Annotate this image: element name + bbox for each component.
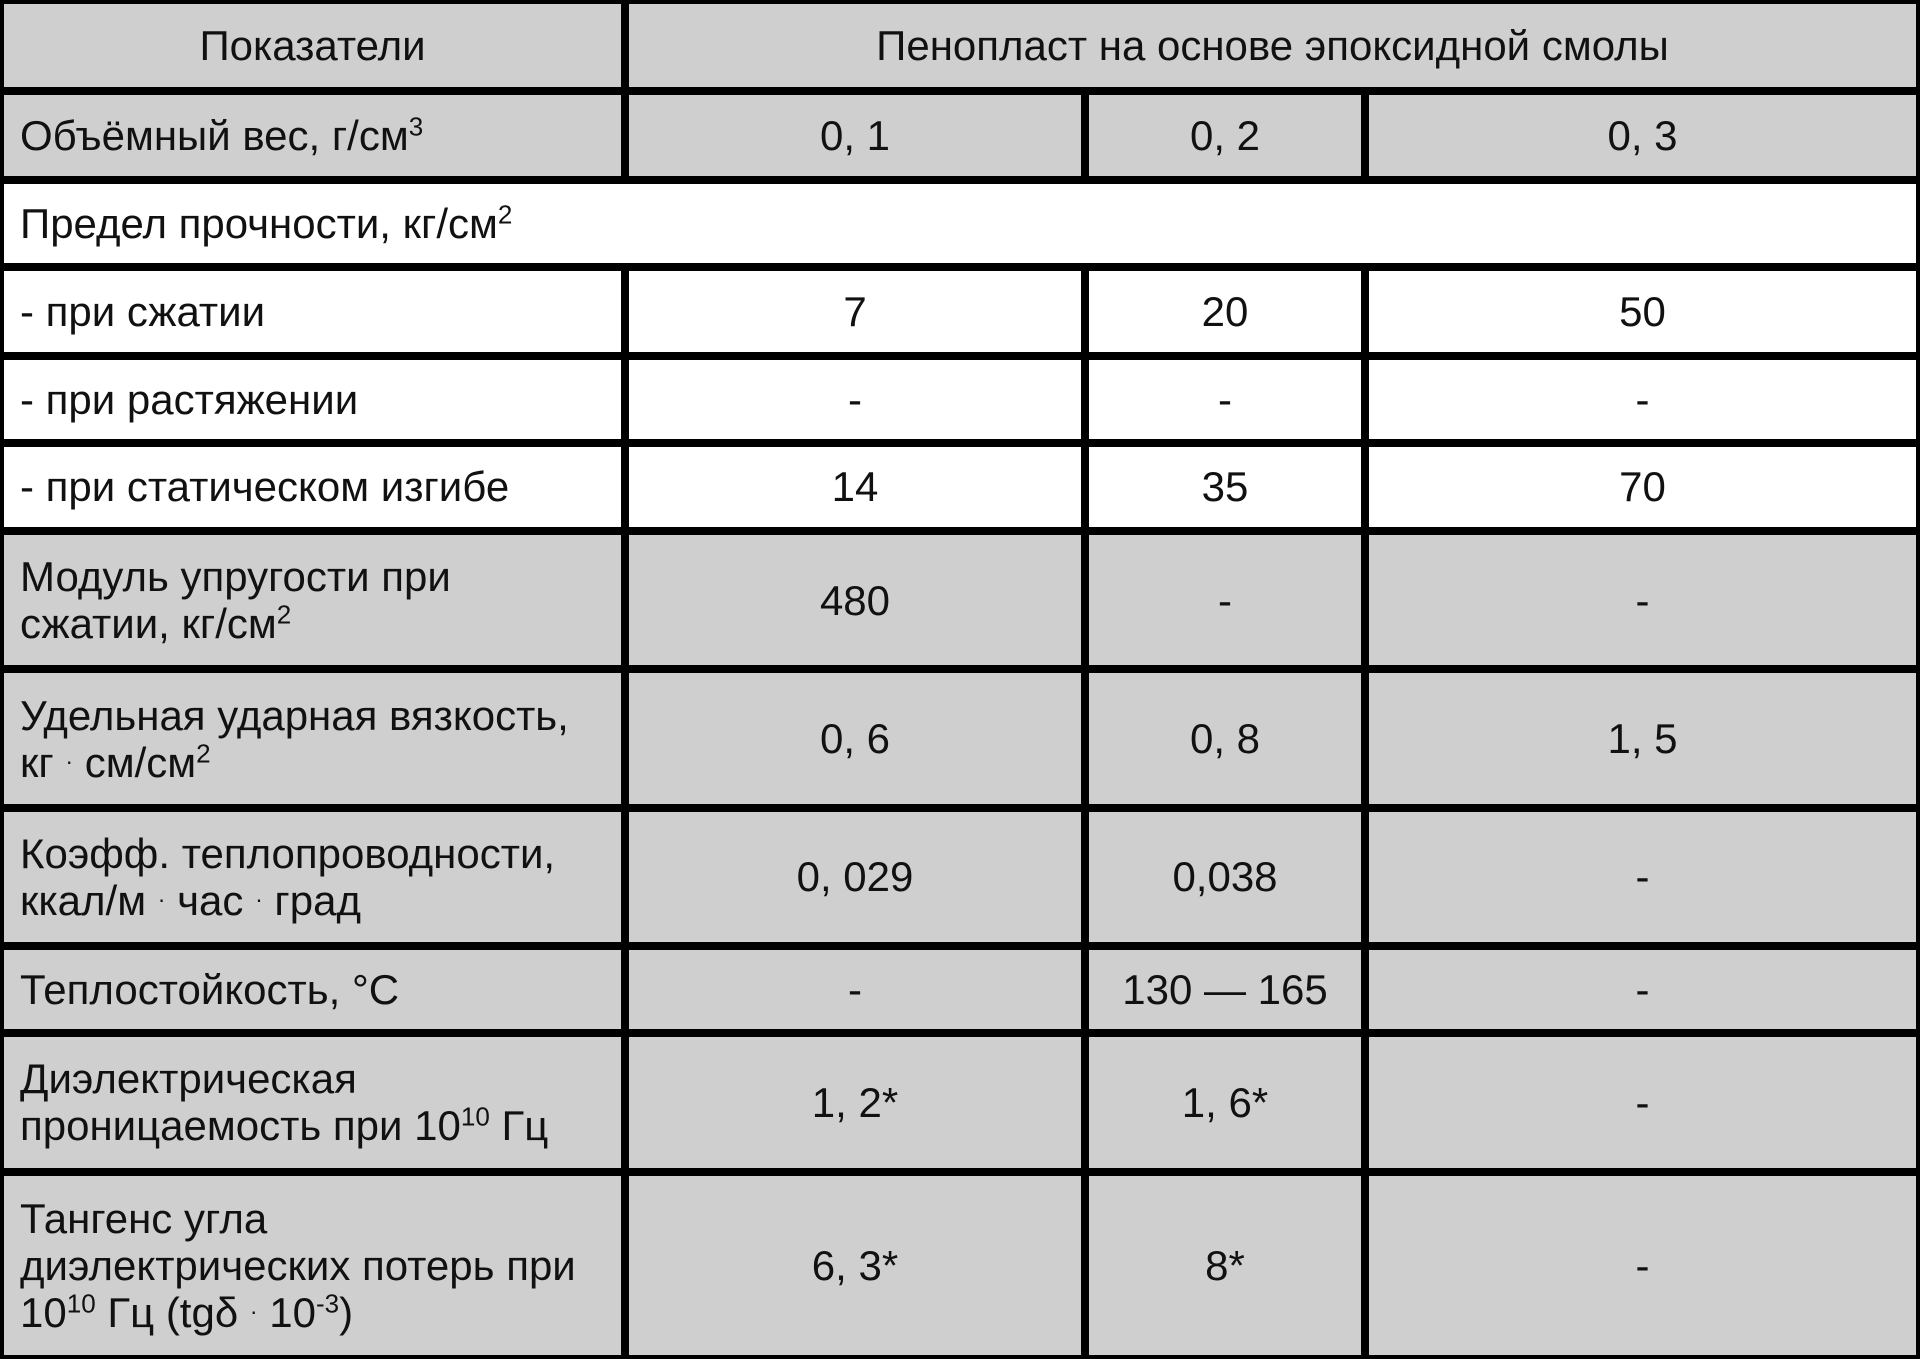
label-bending: - при статическом изгибе bbox=[0, 443, 625, 532]
tangent-v3: - bbox=[1365, 1172, 1920, 1359]
compression-v1: 7 bbox=[625, 267, 1085, 356]
header-foam-plastic: Пенопласт на основе эпоксидной смолы bbox=[625, 0, 1920, 91]
label-compression: - при сжатии bbox=[0, 267, 625, 356]
heat-v1: - bbox=[625, 946, 1085, 1033]
label-tension: - при растяжении bbox=[0, 356, 625, 443]
bending-v3: 70 bbox=[1365, 443, 1920, 532]
tension-v1: - bbox=[625, 356, 1085, 443]
row-heat bbox=[0, 946, 1920, 1033]
row-thermal bbox=[0, 808, 1920, 945]
tension-v2: - bbox=[1085, 356, 1365, 443]
density-v1: 0, 1 bbox=[625, 91, 1085, 180]
bending-v2: 35 bbox=[1085, 443, 1365, 532]
compression-v3: 50 bbox=[1365, 267, 1920, 356]
header-indicators: Показатели bbox=[0, 0, 625, 91]
header-row bbox=[0, 0, 1920, 91]
row-tangent bbox=[0, 1172, 1920, 1359]
label-impact: Удельная ударная вязкость, кг · $см/см^2$ bbox=[0, 669, 625, 808]
modulus-v1: 480 bbox=[625, 531, 1085, 668]
tangent-v1: 6, 3* bbox=[625, 1172, 1085, 1359]
row-bending bbox=[0, 443, 1920, 532]
label-density: Объёмный вес, $г/см^3$ bbox=[0, 91, 625, 180]
dielectric-v1: 1, 2* bbox=[625, 1033, 1085, 1172]
thermal-v1: 0, 029 bbox=[625, 808, 1085, 945]
heat-v3: - bbox=[1365, 946, 1920, 1033]
impact-v1: 0, 6 bbox=[625, 669, 1085, 808]
tangent-v2: 8* bbox=[1085, 1172, 1365, 1359]
label-tangent: Тангенс угла диэлектрических потерь при $10^{10}$ Гц $(tg\delta \cdot 10^{-3})$ bbox=[0, 1172, 625, 1359]
label-heat: Теплостойкость, °С bbox=[0, 946, 625, 1033]
modulus-v2: - bbox=[1085, 531, 1365, 668]
row-tension bbox=[0, 356, 1920, 443]
modulus-v3: - bbox=[1365, 531, 1920, 668]
impact-v3: 1, 5 bbox=[1365, 669, 1920, 808]
dielectric-v2: 1, 6* bbox=[1085, 1033, 1365, 1172]
row-dielectric bbox=[0, 1033, 1920, 1172]
impact-v2: 0, 8 bbox=[1085, 669, 1365, 808]
row-strength bbox=[0, 180, 1920, 267]
density-v2: 0, 2 bbox=[1085, 91, 1365, 180]
thermal-v2: 0,038 bbox=[1085, 808, 1365, 945]
thermal-v3: - bbox=[1365, 808, 1920, 945]
row-impact bbox=[0, 669, 1920, 808]
density-v3: 0, 3 bbox=[1365, 91, 1920, 180]
compression-v2: 20 bbox=[1085, 267, 1365, 356]
label-strength: Предел прочности, $кг/см^2$ bbox=[0, 180, 1920, 267]
row-density bbox=[0, 91, 1920, 180]
tension-v3: - bbox=[1365, 356, 1920, 443]
bending-v1: 14 bbox=[625, 443, 1085, 532]
heat-v2: 130 — 165 bbox=[1085, 946, 1365, 1033]
row-compression bbox=[0, 267, 1920, 356]
row-modulus bbox=[0, 531, 1920, 668]
label-modulus: Модуль упругости при сжатии, $кг/см^2$ bbox=[0, 531, 625, 668]
label-dielectric: Диэлектрическая проницаемость при $10^{10}$ Гц bbox=[0, 1033, 625, 1172]
label-thermal: Коэфф. теплопроводности, ккал/м · час · град bbox=[0, 808, 625, 945]
dielectric-v3: - bbox=[1365, 1033, 1920, 1172]
